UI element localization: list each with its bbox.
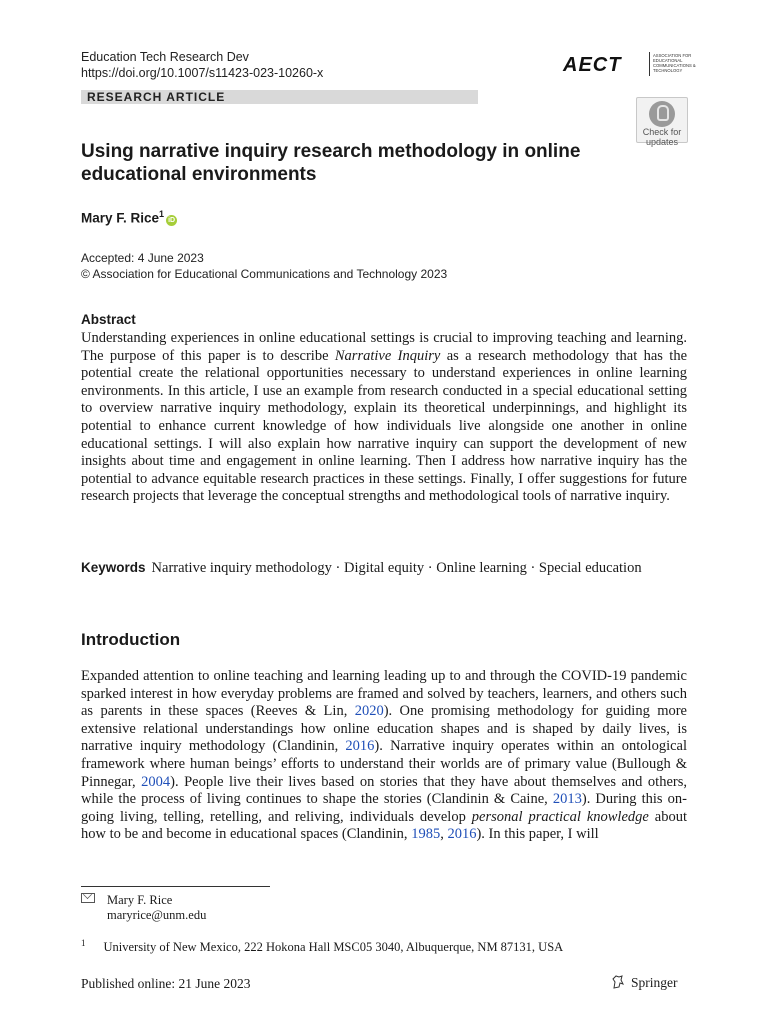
contact-name: Mary F. Rice — [107, 893, 173, 907]
abstract-part: as a research methodology that has the potential create the relational opportunities necessary to understand experiences in online learning environments. In this article, I use an example from research conducted in a special educational setting to overview narrative inquiry methodology, explain its theoretical underpinnings, and highlight its potential to enhance current knowledge of how individuals live alongside one another in online educational settings. I will also explain how narrative inquiry can support the development of new insights about time and engagement in online learning. Then I address how narrative inquiry has the potential to advance equitable research practices in these settings. Finally, I offer suggestions for future research projects that leverage the conceptual strengths and methodological tools of narrative inquiry. — [81, 347, 688, 505]
copyright-line: © Association for Educational Communications and Technology 2023 — [81, 267, 448, 281]
corresponding-author — [81, 893, 206, 923]
citation-link[interactable]: 1985 — [411, 826, 441, 843]
abstract-emphasis: Narrative Inquiry — [334, 347, 441, 364]
section-band — [81, 90, 478, 104]
contact-email[interactable]: maryrice@unm.edu — [107, 908, 207, 922]
logo-divider — [649, 52, 650, 76]
intro-emphasis: personal practical knowledge — [471, 808, 649, 825]
citation-link[interactable]: 2016 — [345, 738, 375, 755]
abstract-text — [81, 330, 687, 506]
accepted-date: Accepted: 4 June 2023 — [81, 251, 204, 265]
article-title: Using narrative inquiry research methodology in online educational environments — [81, 141, 581, 185]
intro-part: Expanded attention to online teaching and learning leading up to and through the COVID-19 pandemic sparked interest in how everyday problems are framed and solved by teachers, learners, and others such as parents in these spaces (Reeves & Lin, — [81, 668, 687, 720]
author-line — [81, 209, 177, 226]
abstract-heading: Abstract — [81, 312, 136, 327]
citation-link[interactable]: 2013 — [552, 791, 582, 808]
intro-part: ). During this on-going living, telling, retelling, and reliving, individuals develop — [81, 791, 687, 825]
intro-part: ). People live their lives based on stories that they have about themselves and others, while the process of living continues to shape the stories (Clandinin & Caine, — [81, 773, 687, 808]
abstract-part: Understanding experiences in online educational settings is crucial to improving teaching and learning. The purpose of this paper is to describe — [81, 330, 687, 364]
keywords — [81, 559, 687, 578]
intro-part: ). Narrative inquiry operates within an ontological framework where human beings’ efforts to understand their worlds are of primary value (Bullough & Pinnegar, — [81, 738, 688, 790]
article-dates — [81, 250, 447, 282]
author-affiliation-sup: 1 — [159, 209, 165, 219]
journal-header — [81, 49, 323, 81]
orcid-icon[interactable]: iD — [168, 216, 176, 224]
intro-part: , — [440, 826, 448, 843]
intro-part: ). In this paper, I will — [476, 826, 599, 843]
intro-part: ). One promising methodology for guiding more extensive relational understandings how online education shapes and is shaped by daily lives, is narrative inquiry methodology (Clandinin, — [81, 703, 687, 755]
citation-link[interactable]: 2016 — [447, 826, 477, 843]
bookmark-icon — [649, 101, 675, 127]
doi-link[interactable]: https://doi.org/10.1007/s11423-023-10260-x — [81, 66, 324, 80]
introduction-text — [81, 668, 687, 844]
check-for-updates-button[interactable] — [636, 97, 688, 147]
citation-link[interactable]: 2020 — [354, 703, 384, 720]
published-date: Published online: 21 June 2023 — [81, 976, 251, 991]
author-name[interactable]: Mary F. Rice — [81, 210, 160, 226]
envelope-icon — [81, 893, 95, 903]
footnote-divider — [81, 886, 270, 887]
check-updates-line1: Check for — [642, 127, 682, 137]
affiliation-footnote — [81, 936, 563, 955]
citation-link[interactable]: 2004 — [141, 773, 171, 790]
journal-name: Education Tech Research Dev — [81, 50, 249, 64]
springer-horse-icon — [611, 975, 625, 989]
keywords-heading: Keywords — [81, 560, 146, 575]
section-label: RESEARCH ARTICLE — [87, 90, 226, 104]
keywords-list: Narrative inquiry methodology · Digital equity · Online learning · Special education — [151, 560, 642, 576]
springer-logo — [611, 975, 678, 991]
affiliation-text: University of New Mexico, 222 Hokona Hall MSC05 3040, Albuquerque, NM 87131, USA — [103, 940, 564, 955]
introduction-heading: Introduction — [81, 630, 181, 649]
aect-logo — [563, 52, 703, 78]
logo-subtitle: ASSOCIATION FOR EDUCATIONAL COMMUNICATIONS & TECHNOLOGY — [653, 53, 696, 73]
intro-part: about how to be and become in educational spaces (Clandinin, — [81, 808, 688, 843]
logo-text: AECT — [563, 54, 622, 76]
affiliation-sup: 1 — [81, 938, 86, 948]
check-updates-line2: updates — [645, 137, 679, 147]
publisher-name: Springer — [631, 975, 678, 990]
